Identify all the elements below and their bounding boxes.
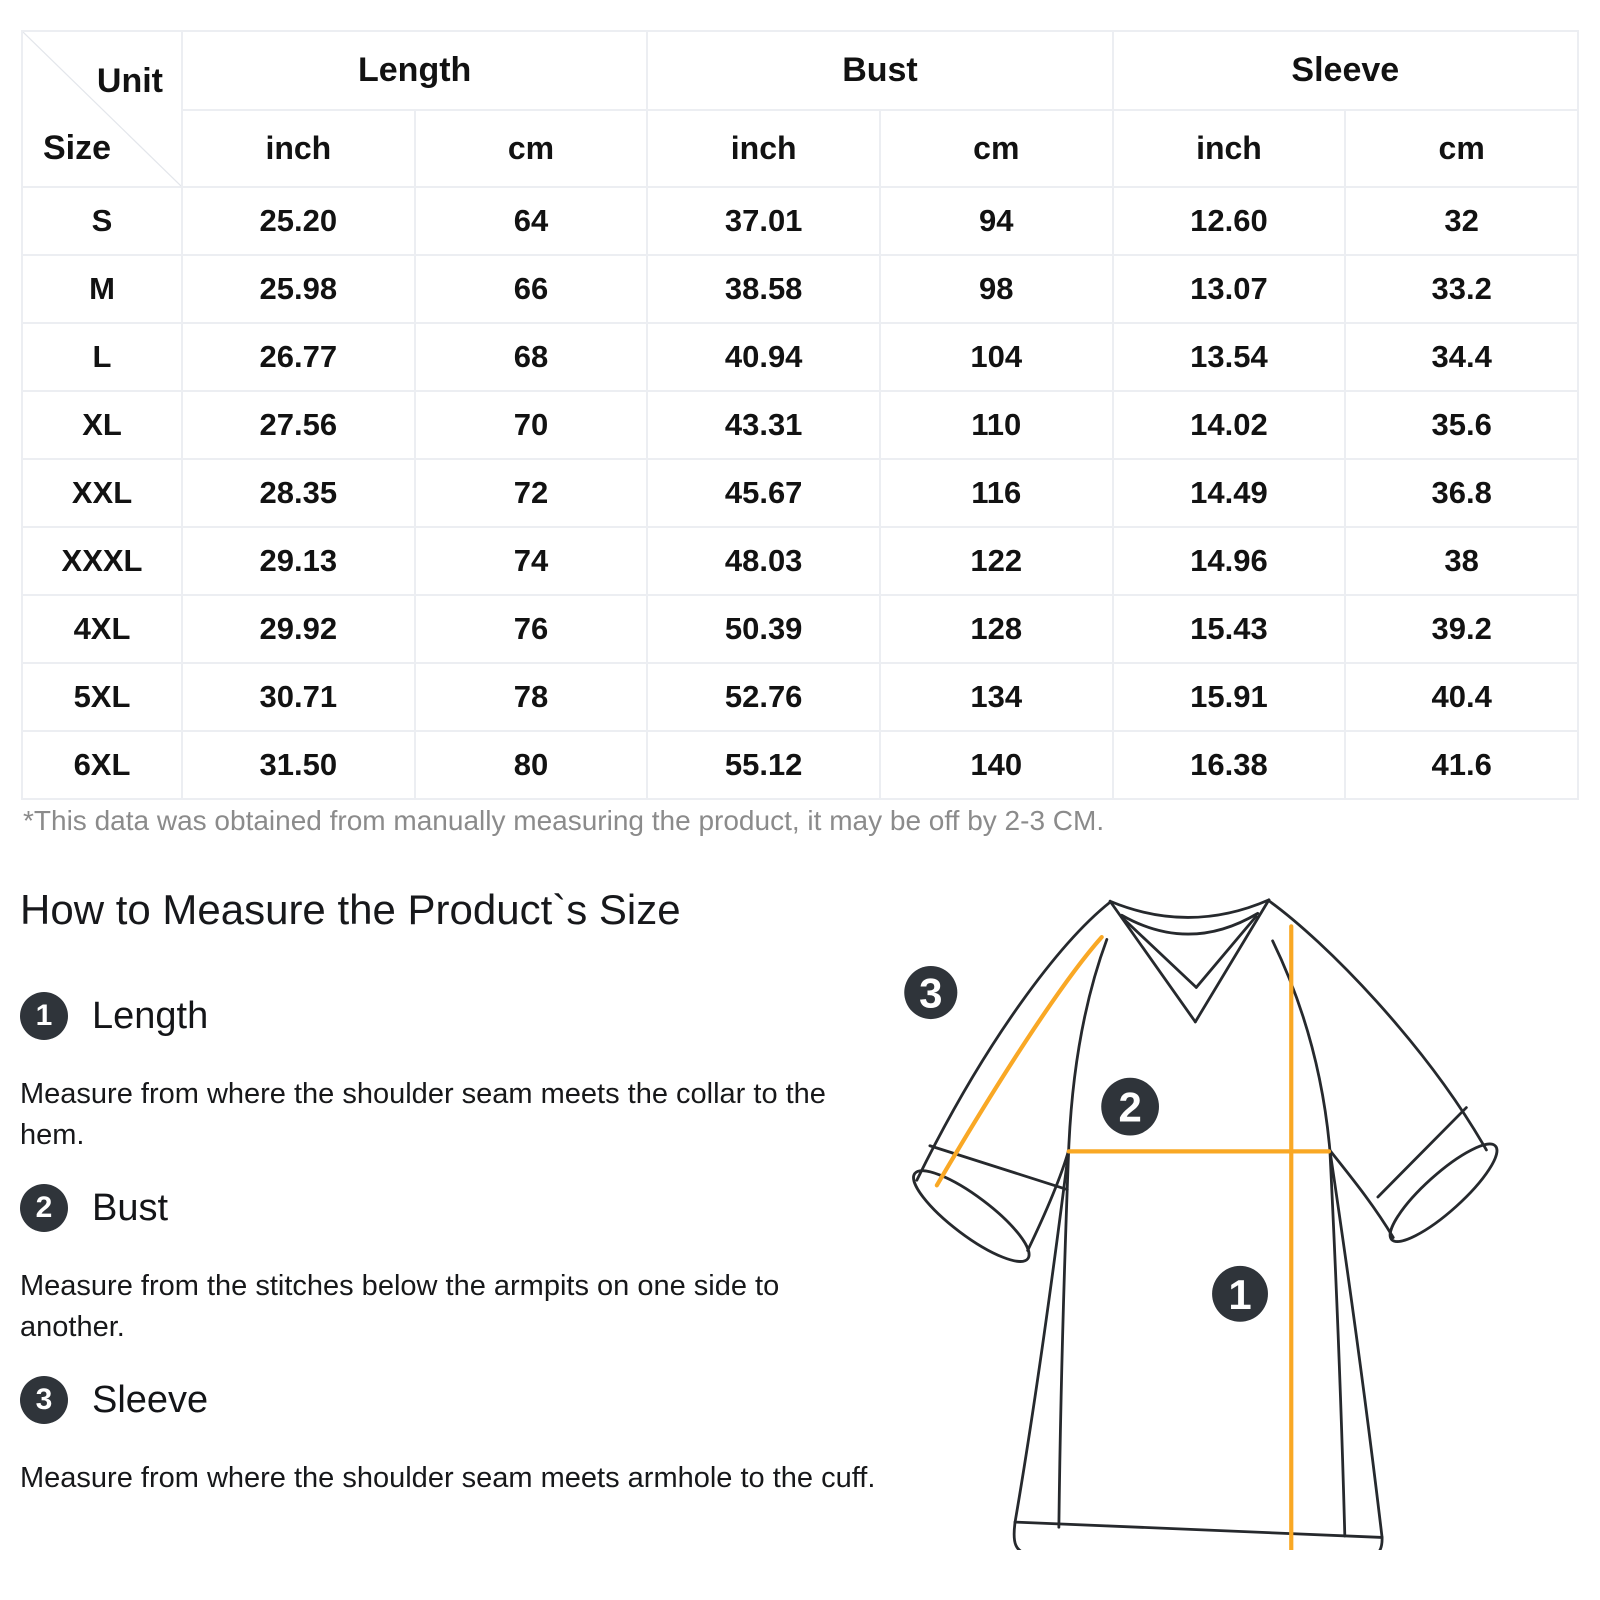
value-cell: 43.31 [647, 391, 880, 459]
table-row [22, 731, 1578, 799]
value-cell: 48.03 [647, 527, 880, 595]
value-cell: 94 [880, 187, 1113, 255]
value-cell: 29.92 [182, 595, 415, 663]
value-cell: 76 [415, 595, 648, 663]
value-cell: 72 [415, 459, 648, 527]
bust-number-badge: 2 [20, 1184, 68, 1232]
measurement-disclaimer: *This data was obtained from manually measuring the product, it may be off by 2-3 CM. [23, 805, 1105, 836]
size-cell: XXXL [22, 527, 182, 595]
subheader-sleeve-cm: cm [1345, 110, 1578, 187]
value-cell: 36.8 [1345, 459, 1578, 527]
value-cell: 13.07 [1113, 255, 1346, 323]
measurement-lines [937, 926, 1329, 1550]
value-cell: 40.4 [1345, 663, 1578, 731]
subheader-length-inch: inch [182, 110, 415, 187]
value-cell: 39.2 [1345, 595, 1578, 663]
value-cell: 35.6 [1345, 391, 1578, 459]
size-cell: XL [22, 391, 182, 459]
value-cell: 30.71 [182, 663, 415, 731]
bust-item-description: Measure from the stitches below the armpits on one side to another. [20, 1270, 780, 1343]
corner-unit-label: Unit [96, 62, 163, 100]
value-cell: 78 [415, 663, 648, 731]
subheader-bust-inch: inch [647, 110, 880, 187]
value-cell: 74 [415, 527, 648, 595]
value-cell: 15.91 [1113, 663, 1346, 731]
value-cell: 33.2 [1345, 255, 1578, 323]
value-cell: 70 [415, 391, 648, 459]
value-cell: 38 [1345, 527, 1578, 595]
howto-item-length [20, 992, 876, 1040]
value-cell: 14.02 [1113, 391, 1346, 459]
table-row [22, 255, 1578, 323]
value-cell: 110 [880, 391, 1113, 459]
value-cell: 68 [415, 323, 648, 391]
sleeve-diagram-badge-number: 3 [919, 969, 943, 1017]
value-cell: 64 [415, 187, 648, 255]
size-cell: 5XL [22, 663, 182, 731]
size-cell: M [22, 255, 182, 323]
tshirt-outline [903, 900, 1508, 1550]
diagram-badges [904, 966, 1268, 1322]
value-cell: 45.67 [647, 459, 880, 527]
sleeve-item-label: Sleeve [92, 1378, 209, 1421]
value-cell: 34.4 [1345, 323, 1578, 391]
value-cell: 15.43 [1113, 595, 1346, 663]
value-cell: 98 [880, 255, 1113, 323]
value-cell: 80 [415, 731, 648, 799]
table-row [22, 459, 1578, 527]
length-item-label: Length [92, 994, 209, 1037]
value-cell: 14.96 [1113, 527, 1346, 595]
tshirt-measurement-diagram [860, 830, 1580, 1550]
column-group-bust: Bust [647, 31, 1112, 110]
value-cell: 26.77 [182, 323, 415, 391]
table-row [22, 391, 1578, 459]
table-row [22, 595, 1578, 663]
howto-item-bust [20, 1184, 876, 1232]
bust-diagram-badge-number: 2 [1118, 1083, 1142, 1131]
length-number-badge: 1 [20, 992, 68, 1040]
value-cell: 16.38 [1113, 731, 1346, 799]
value-cell: 122 [880, 527, 1113, 595]
value-cell: 116 [880, 459, 1113, 527]
size-cell: 6XL [22, 731, 182, 799]
column-group-sleeve: Sleeve [1113, 31, 1578, 110]
value-cell: 128 [880, 595, 1113, 663]
value-cell: 28.35 [182, 459, 415, 527]
value-cell: 14.49 [1113, 459, 1346, 527]
value-cell: 32 [1345, 187, 1578, 255]
bust-item-label: Bust [92, 1186, 169, 1229]
value-cell: 140 [880, 731, 1113, 799]
column-group-length: Length [182, 31, 647, 110]
value-cell: 55.12 [647, 731, 880, 799]
size-cell: XXL [22, 459, 182, 527]
value-cell: 38.58 [647, 255, 880, 323]
value-cell: 29.13 [182, 527, 415, 595]
subheader-length-cm: cm [415, 110, 648, 187]
size-cell: 4XL [22, 595, 182, 663]
table-row [22, 323, 1578, 391]
howto-title: How to Measure the Product`s Size [20, 886, 681, 933]
subheader-bust-cm: cm [880, 110, 1113, 187]
value-cell: 13.54 [1113, 323, 1346, 391]
value-cell: 66 [415, 255, 648, 323]
value-cell: 52.76 [647, 663, 880, 731]
table-row [22, 527, 1578, 595]
table-row [22, 663, 1578, 731]
value-cell: 12.60 [1113, 187, 1346, 255]
sleeve-item-description: Measure from where the shoulder seam meets armhole to the cuff. [20, 1462, 876, 1494]
value-cell: 25.98 [182, 255, 415, 323]
value-cell: 104 [880, 323, 1113, 391]
length-item-description: Measure from where the shoulder seam meets the collar to the hem. [20, 1078, 826, 1151]
value-cell: 50.39 [647, 595, 880, 663]
subheader-sleeve-inch: inch [1113, 110, 1346, 187]
value-cell: 40.94 [647, 323, 880, 391]
value-cell: 134 [880, 663, 1113, 731]
value-cell: 41.6 [1345, 731, 1578, 799]
corner-cell [22, 31, 182, 187]
howto-section [20, 884, 876, 1499]
howto-item-sleeve [20, 1376, 876, 1424]
value-cell: 25.20 [182, 187, 415, 255]
length-diagram-badge-number: 1 [1228, 1270, 1252, 1318]
corner-size-label: Size [43, 129, 112, 167]
size-cell: S [22, 187, 182, 255]
size-chart-table [21, 30, 1579, 800]
value-cell: 37.01 [647, 187, 880, 255]
size-cell: L [22, 323, 182, 391]
table-row [22, 187, 1578, 255]
sleeve-number-badge: 3 [20, 1376, 68, 1424]
value-cell: 27.56 [182, 391, 415, 459]
value-cell: 31.50 [182, 731, 415, 799]
